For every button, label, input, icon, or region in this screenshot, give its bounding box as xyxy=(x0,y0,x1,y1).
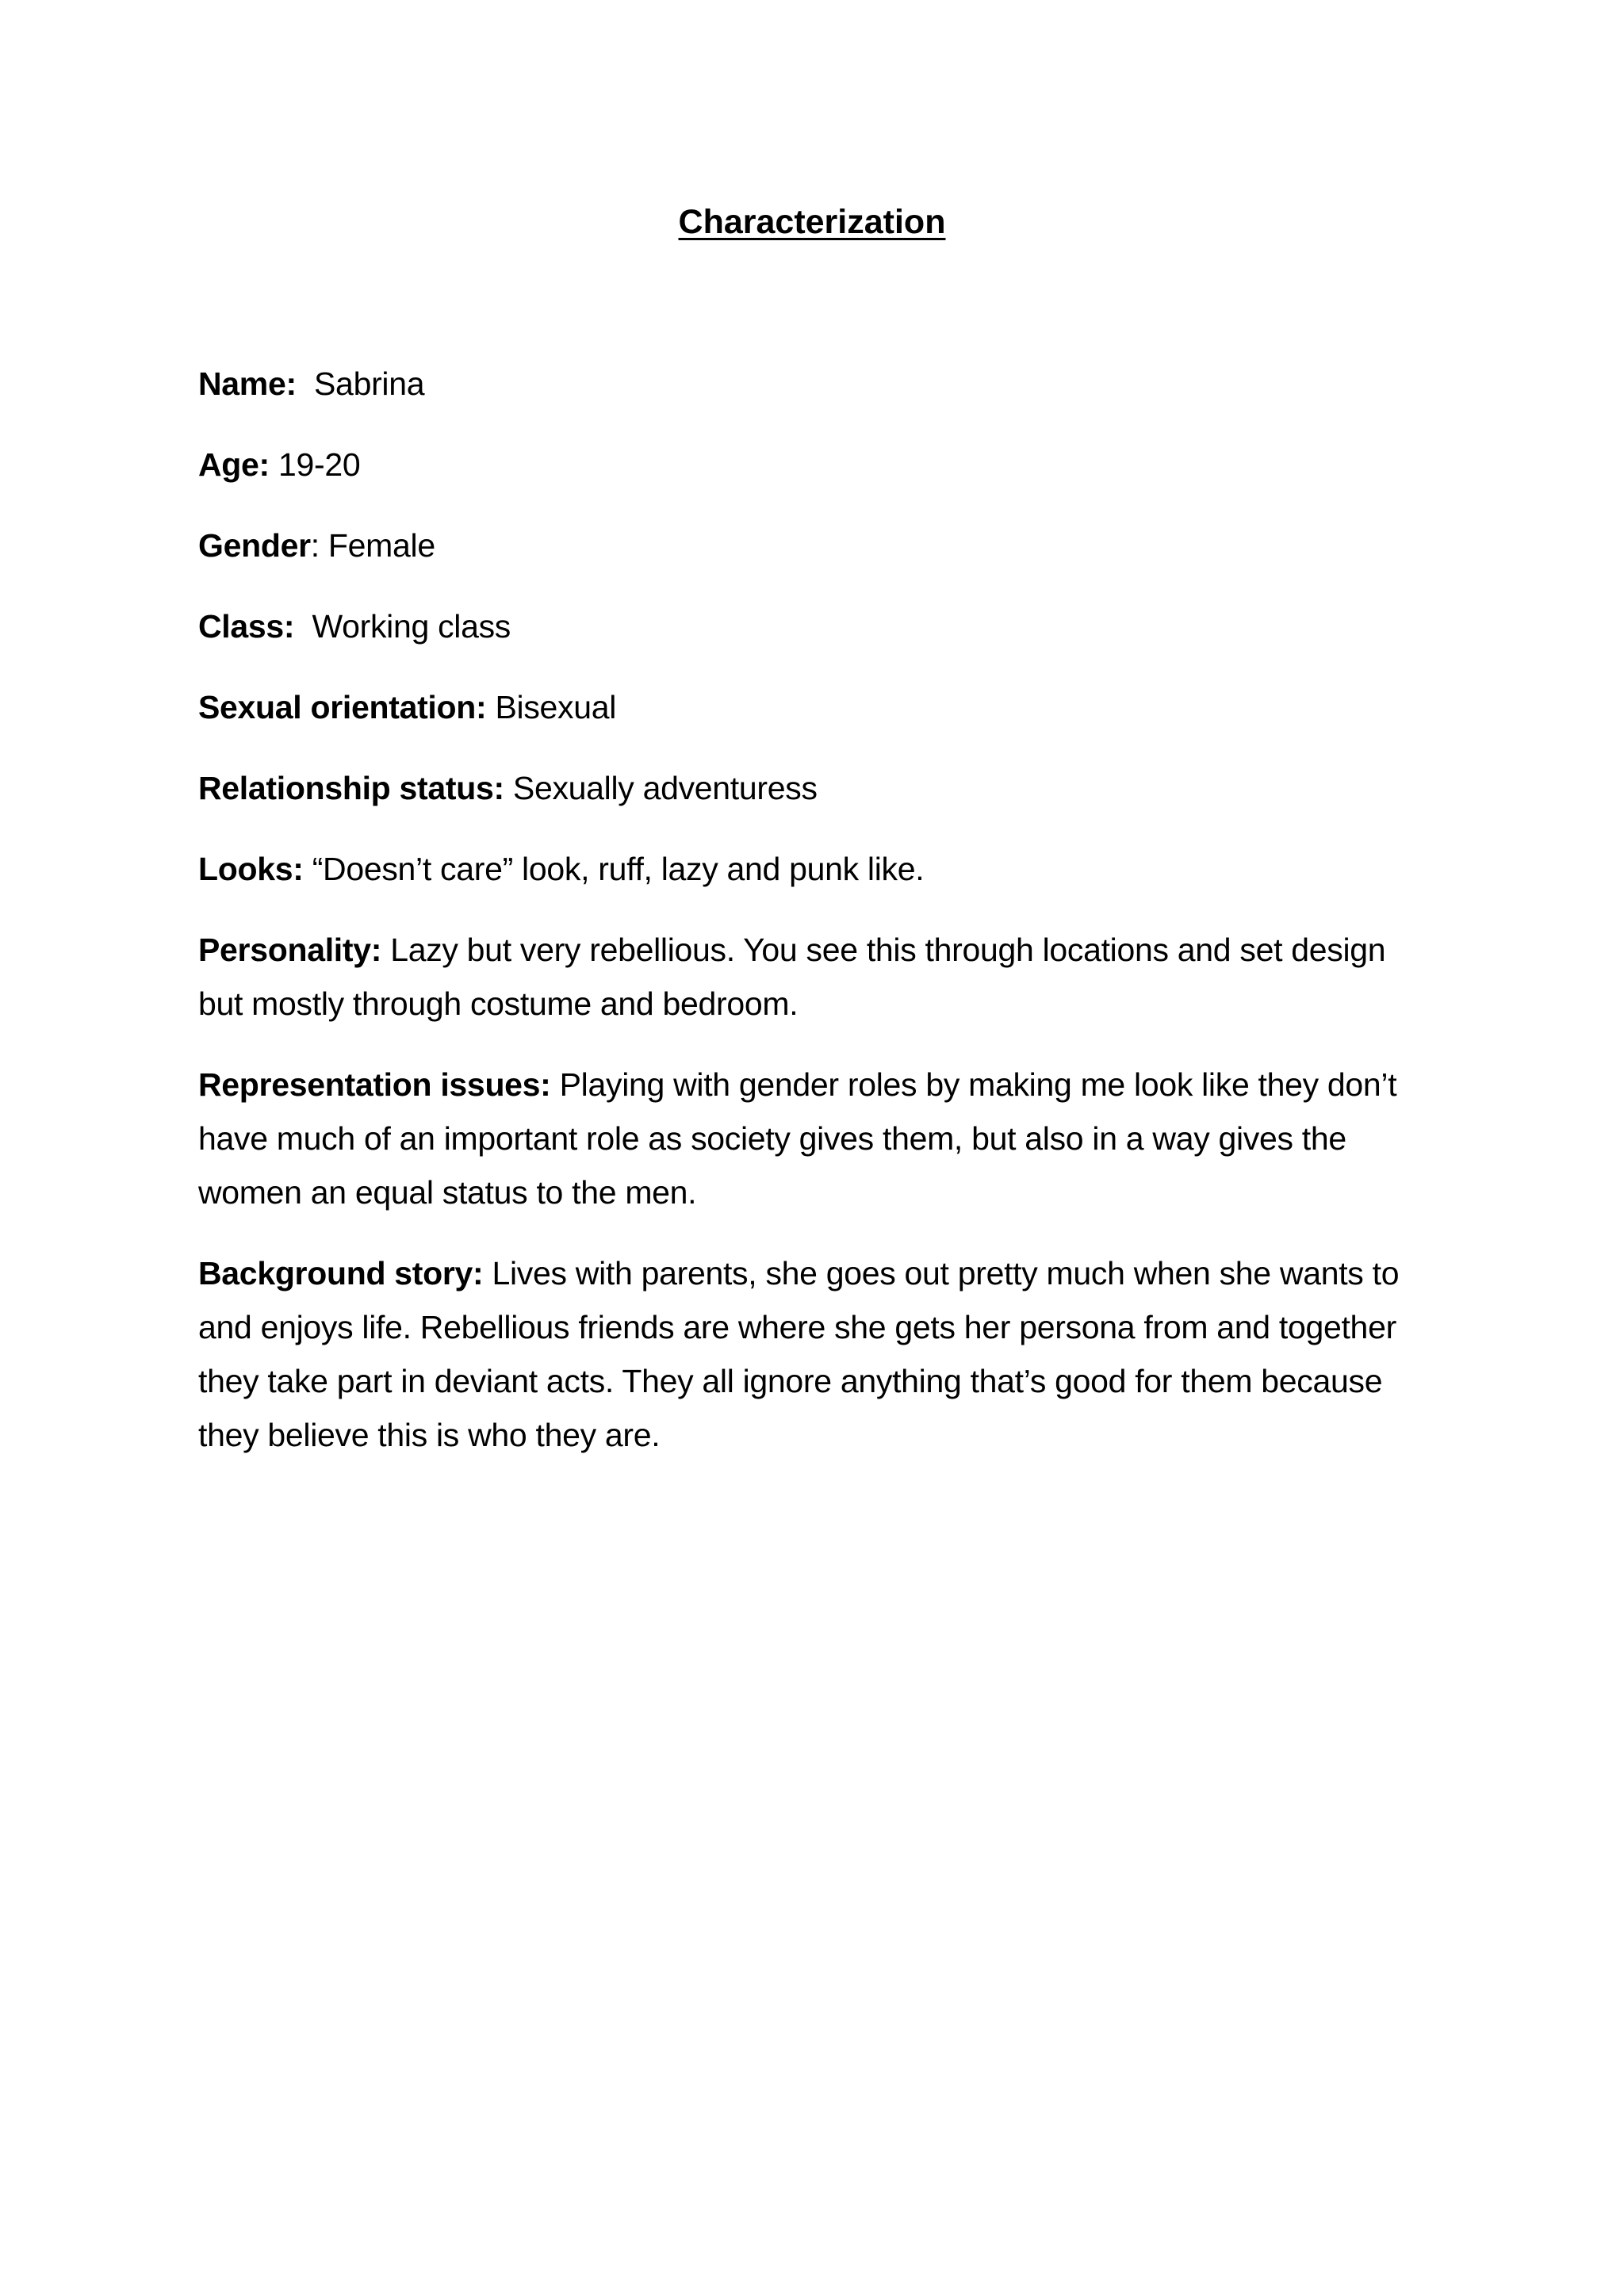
field-name xyxy=(198,357,1435,411)
field-value: Bisexual xyxy=(495,689,617,725)
field-value: “Doesn’t care” look, ruff, lazy and punk like. xyxy=(312,851,925,887)
field-sexual-orientation xyxy=(198,680,1435,734)
field-background-story xyxy=(198,1246,1435,1462)
field-looks xyxy=(198,842,1435,896)
field-label: Background story: xyxy=(198,1255,484,1292)
field-label: Representation issues: xyxy=(198,1066,551,1103)
page-title: Characterization xyxy=(678,203,946,241)
field-label: Name: xyxy=(198,365,297,402)
field-value: Lazy but very rebellious. You see this through locations and set design but mostly through costume and bedroom. xyxy=(198,932,1386,1022)
field-value: Lives with parents, she goes out pretty much when she wants to and enjoys life. Rebellious friends are where she gets her persona from and together they take part in deviant acts. They all ignore anything that’s good for them because they believe this is who they are. xyxy=(198,1255,1400,1453)
character-fields xyxy=(198,357,1435,1489)
field-class xyxy=(198,599,1435,653)
field-label: Looks: xyxy=(198,851,304,887)
field-value: Playing with gender roles by making me look like they don’t have much of an important role as society gives them, but also in a way gives the women an equal status to the men. xyxy=(198,1066,1397,1211)
field-value: : Female xyxy=(310,527,435,564)
field-value: 19-20 xyxy=(278,446,361,483)
field-label: Age: xyxy=(198,446,270,483)
field-personality xyxy=(198,923,1435,1031)
field-relationship-status xyxy=(198,761,1435,815)
field-value: Working class xyxy=(312,608,511,645)
field-label: Class: xyxy=(198,608,295,645)
field-label: Relationship status: xyxy=(198,770,504,806)
field-label: Gender xyxy=(198,527,311,564)
field-value: Sabrina xyxy=(314,365,425,402)
field-representation-issues xyxy=(198,1058,1435,1219)
field-label: Personality: xyxy=(198,932,382,968)
field-label: Sexual orientation: xyxy=(198,689,487,725)
field-age xyxy=(198,438,1435,492)
field-value: Sexually adventuress xyxy=(512,770,818,806)
field-gender xyxy=(198,519,1435,572)
